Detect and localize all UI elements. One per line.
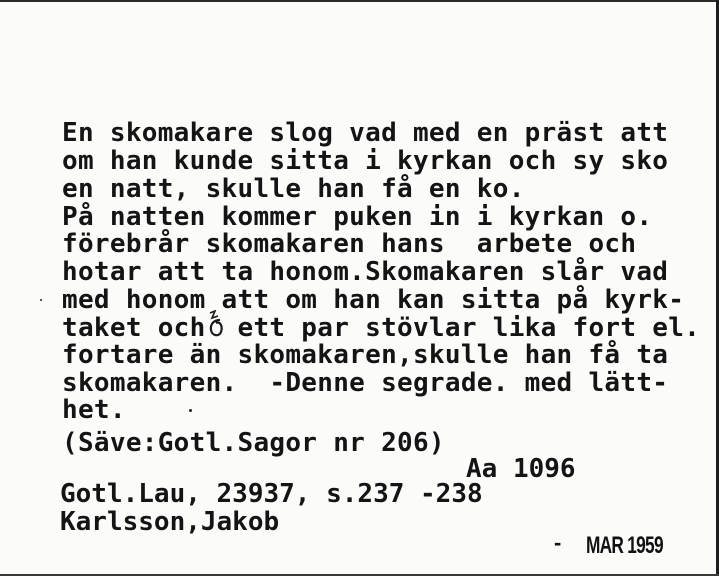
story-line-5: förebrår skomakaren hans arbete och [62, 229, 637, 259]
date-stamp: MAR 1959 [586, 532, 663, 559]
stamp-dash: - [554, 530, 562, 555]
source-citation: (Säve:Gotl.Sagor nr 206) [62, 428, 445, 458]
card-edge-top [0, 0, 719, 2]
archive-number: Aa 1096 [466, 454, 576, 484]
stray-mark [189, 409, 192, 412]
story-line-1: En skomakare slog vad med en präst att [62, 118, 669, 148]
story-line-4: På natten kommer puken in i kyrkan o. [62, 202, 653, 232]
story-line-11: het. [62, 395, 126, 425]
story-line-6: hotar att ta honom.Skomakaren slår vad [62, 257, 669, 287]
location-reference: Gotl.Lau, 23937, s.237 -238 [60, 479, 483, 509]
story-line-9: fortare än skomakaren,skulle han få ta [62, 340, 669, 370]
story-line-10: skomakaren. -Denne segrade. med lätt- [62, 368, 669, 398]
story-line-3: en natt, skulle han få en ko. [62, 174, 525, 204]
informant-name: Karlsson,Jakob [60, 507, 280, 537]
handwritten-correction-mark [206, 310, 226, 340]
story-line-8: taket och ett par stövlar lika fort el. [62, 313, 701, 343]
stray-mark [40, 299, 42, 301]
story-line-7: med honom att om han kan sitta på kyrk- [62, 285, 685, 315]
story-line-2: om han kunde sitta i kyrkan och sy sko [62, 146, 669, 176]
